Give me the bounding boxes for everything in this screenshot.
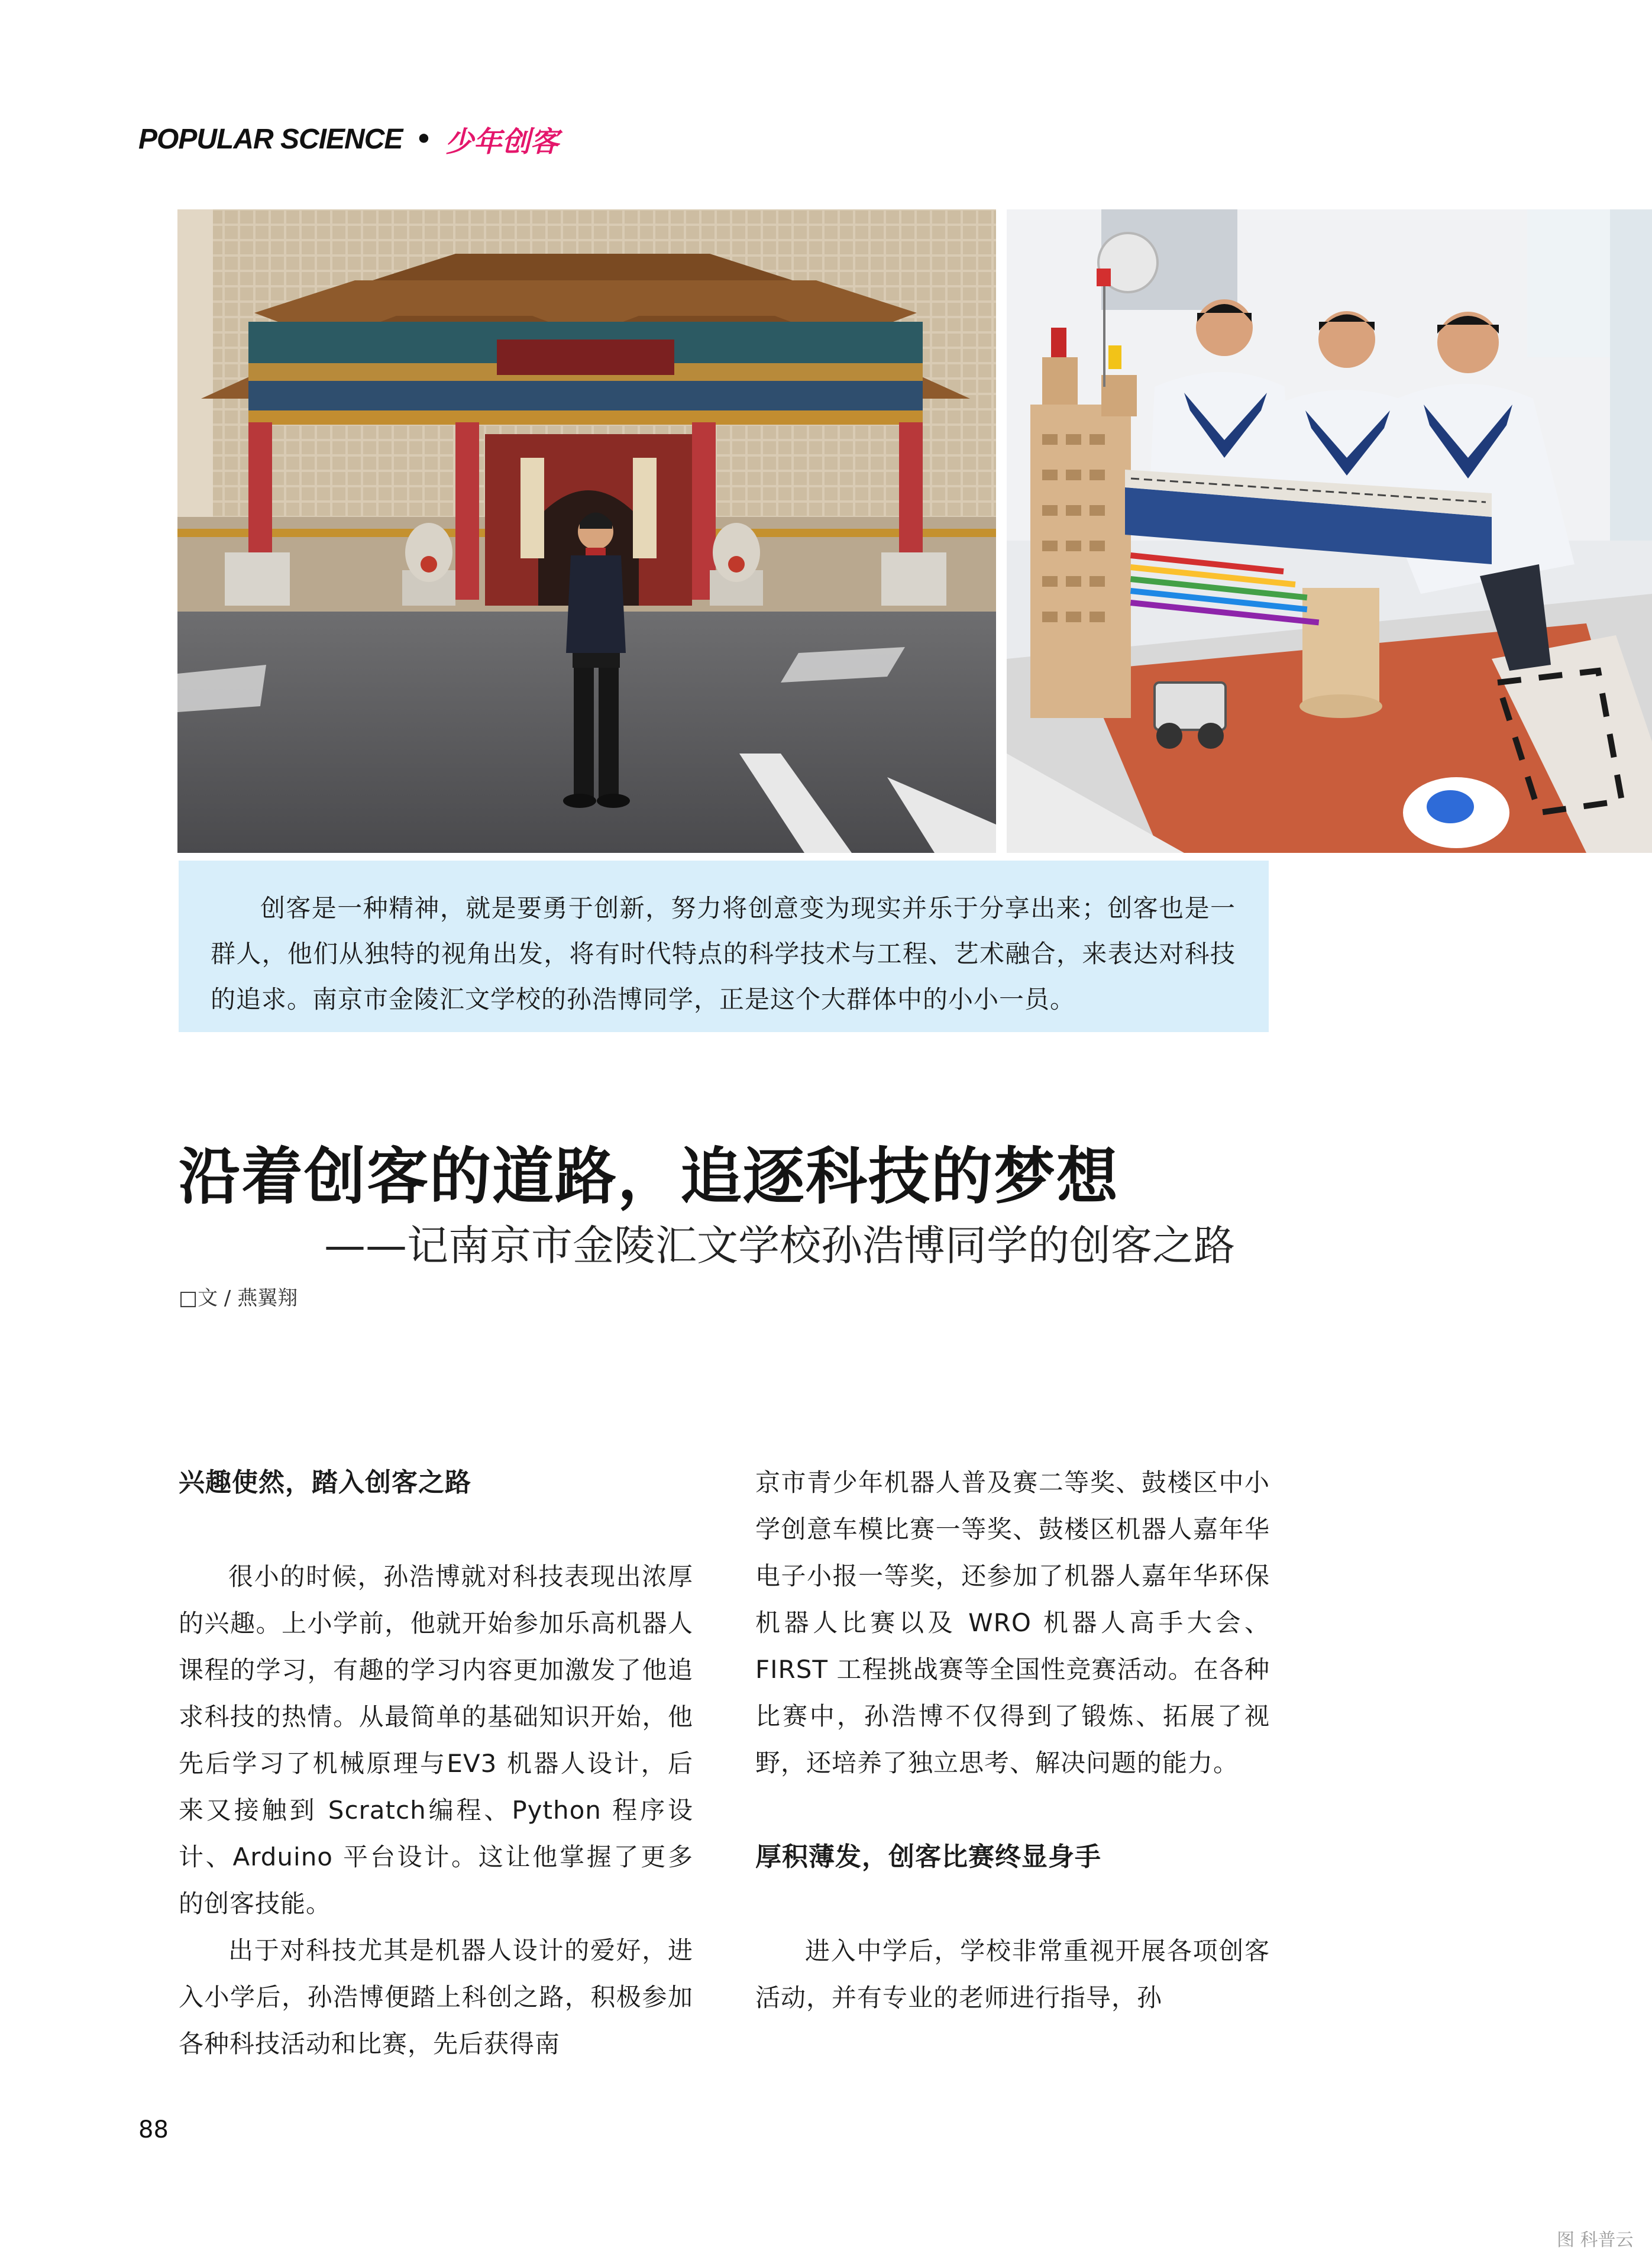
body-paragraph: 京市青少年机器人普及赛二等奖、鼓楼区中小学创意车模比赛一等奖、鼓楼区机器人嘉年华电子小报一等奖，还参加了机器人嘉年华环保机器人比赛以及 WRO 机器人高手大会、FIRST 工程挑战赛等全国性竞赛活动。在各种比赛中，孙浩博不仅得到了锻炼、拓展了视野，还培养了独立思考、解决问题的能力。 (755, 1468, 1270, 1777)
photo-students-with-robot-model (1007, 209, 1652, 853)
intro-box (179, 861, 1269, 1032)
page-header (138, 118, 559, 160)
section-name: 少年创客 (445, 125, 559, 159)
section-heading: 兴趣使然，踏入创客之路 (179, 1467, 471, 1498)
watermark: 图 科普云 (1557, 2230, 1634, 2250)
section-heading: 厚积薄发，创客比赛终显身手 (755, 1842, 1101, 1872)
header-separator: • (415, 124, 432, 154)
photo-boy-at-archway (177, 209, 996, 853)
intro-text: 创客是一种精神，就是要勇于创新，努力将创意变为现实并乐于分享出来；创客也是一群人，他们从独特的视角出发，将有时代特点的科学技术与工程、艺术融合，来表达对科技的追求。南京市金陵汇文学校的孙浩博同学，正是这个大群体中的小小一员。 (211, 894, 1236, 1014)
article-title: 沿着创客的道路，追逐科技的梦想 (179, 1140, 1120, 1212)
page-number: 88 (138, 2116, 169, 2143)
body-paragraph: 出于对科技尤其是机器人设计的爱好，进入小学后，孙浩博便踏上科创之路，积极参加各种科技活动和比赛，先后获得南 (179, 1936, 693, 2058)
article-subtitle: ——记南京市金陵汇文学校孙浩博同学的创客之路 (324, 1221, 1235, 1270)
byline: □文 / 燕翼翔 (179, 1286, 298, 1310)
body-column-left (179, 1459, 693, 2067)
body-paragraph: 很小的时候，孙浩博就对科技表现出浓厚的兴趣。上小学前，他就开始参加乐高机器人课程的学习，有趣的学习内容更加激发了他追求科技的热情。从最简单的基础知识开始，他先后学习了机械原理与EV3 机器人设计，后来又接触到 Scratch编程、Python 程序设计、Arduino 平台设计。这让他掌握了更多的创客技能。 (179, 1562, 693, 1918)
magazine-brand: POPULAR SCIENCE (138, 123, 403, 155)
body-paragraph: 进入中学后，学校非常重视开展各项创客活动，并有专业的老师进行指导，孙 (755, 1936, 1270, 2012)
body-column-right (755, 1459, 1270, 2021)
